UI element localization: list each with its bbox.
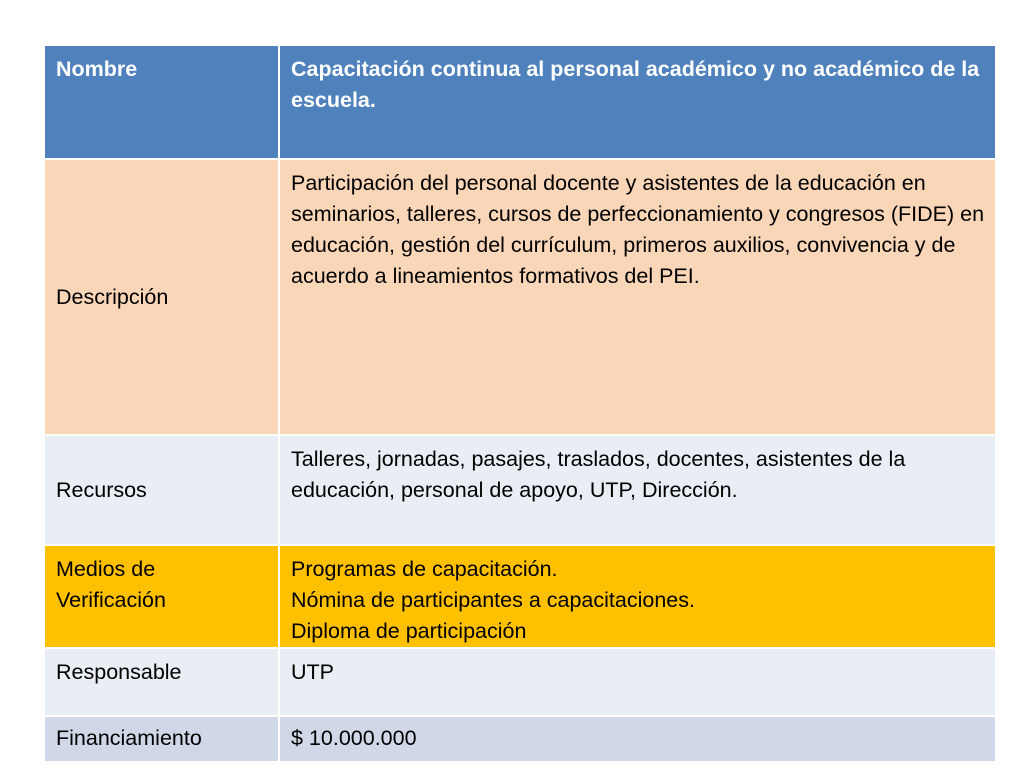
medios-value (279, 545, 996, 648)
responsable-value: UTP (279, 648, 996, 716)
medios-label (44, 545, 279, 648)
recursos-label: Recursos (44, 435, 279, 545)
medios-label-line1: Medios de (56, 557, 156, 581)
medios-item: Programas de capacitación. (291, 557, 558, 581)
nombre-value: Capacitación continua al personal académico y no académico de la escuela. (279, 45, 996, 159)
nombre-label: Nombre (44, 45, 279, 159)
project-info-table (43, 44, 997, 763)
row-descripcion (44, 159, 996, 435)
medios-item: Nómina de participantes a capacitaciones. (291, 588, 695, 612)
financiamiento-value: $ 10.000.000 (279, 716, 996, 762)
recursos-value: Talleres, jornadas, pasajes, traslados, docentes, asistentes de la educación, personal de apoyo, UTP, Dirección. (279, 435, 996, 545)
financiamiento-label: Financiamiento (44, 716, 279, 762)
row-medios-verificacion (44, 545, 996, 648)
row-responsable (44, 648, 996, 716)
descripcion-label: Descripción (44, 159, 279, 435)
row-nombre (44, 45, 996, 159)
medios-label-line2: Verificación (56, 588, 166, 612)
responsable-label: Responsable (44, 648, 279, 716)
medios-item: Diploma de participación (291, 619, 527, 643)
row-financiamiento (44, 716, 996, 762)
row-recursos (44, 435, 996, 545)
descripcion-value: Participación del personal docente y asistentes de la educación en seminarios, talleres, cursos de perfeccionamiento y congresos (FIDE) en educación, gestión del currículum, primeros auxilios, convivencia y de acuerdo a lineamientos formativos del PEI. (279, 159, 996, 435)
